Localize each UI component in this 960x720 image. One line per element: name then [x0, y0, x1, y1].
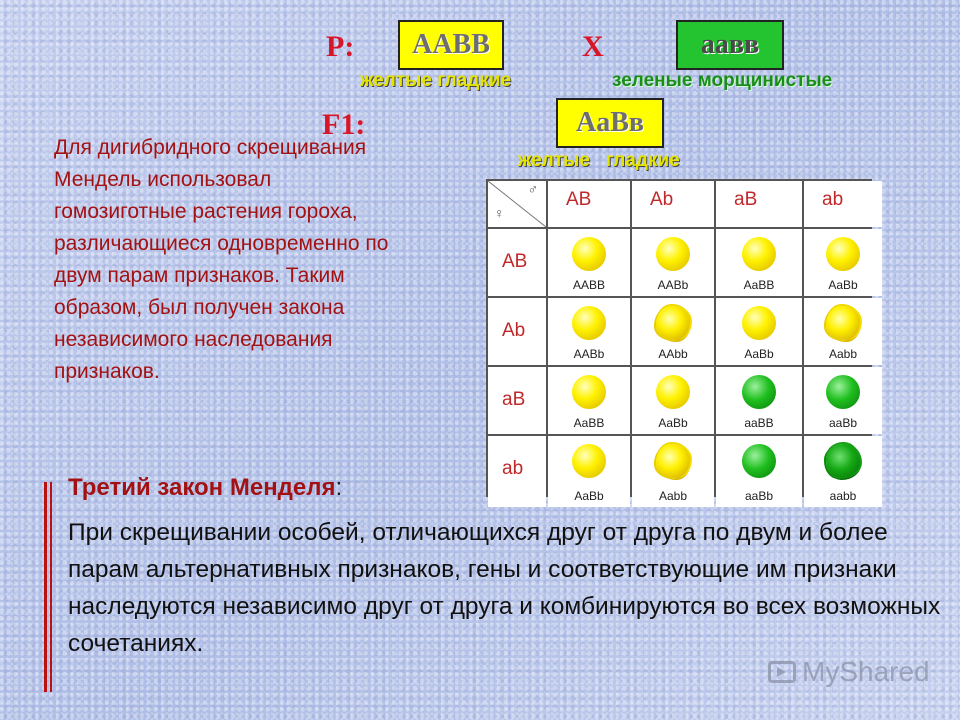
pea-yellow-wrinkled-icon	[826, 306, 860, 340]
cell-genotype: aaBb	[744, 489, 774, 503]
punnett-cell	[716, 298, 802, 365]
pea-yellow-wrinkled-icon	[656, 444, 690, 478]
law-accent-bar	[50, 482, 52, 692]
pea-yellow-round-icon	[572, 237, 606, 271]
p-generation-label: P:	[326, 30, 355, 63]
cell-genotype: AABb	[657, 278, 689, 292]
cell-genotype: AABB	[572, 278, 605, 292]
cell-genotype: AaBb	[574, 489, 604, 503]
cell-genotype: aaBB	[744, 416, 774, 430]
punnett-cell	[716, 367, 802, 434]
row-header: Ab	[488, 298, 546, 365]
punnett-cell	[548, 436, 630, 507]
row-header: AB	[488, 229, 546, 296]
cell-genotype: Aabb	[658, 489, 688, 503]
pea-yellow-round-icon	[572, 306, 606, 340]
row-header: aB	[488, 367, 546, 434]
f1-generation-label: F1:	[322, 108, 366, 141]
punnett-cell	[804, 298, 882, 365]
pea-yellow-round-icon	[572, 444, 606, 478]
punnett-cell	[632, 436, 714, 507]
cell-genotype: Aabb	[828, 347, 858, 361]
cross-symbol: X	[582, 30, 604, 63]
pea-yellow-round-icon	[656, 375, 690, 409]
punnett-cell	[548, 229, 630, 296]
cell-genotype: AABb	[573, 347, 605, 361]
col-header: aB	[716, 181, 802, 227]
punnett-corner	[488, 181, 546, 227]
pea-yellow-round-icon	[656, 237, 690, 271]
watermark	[768, 656, 930, 688]
pea-yellow-wrinkled-icon	[656, 306, 690, 340]
cell-genotype: aabb	[829, 489, 857, 503]
punnett-cell	[548, 367, 630, 434]
punnett-cell	[804, 367, 882, 434]
play-icon	[768, 661, 796, 683]
law-text: При скрещивании особей, отличающихся друг от друга по двум и более парам альтернативных признаков, гены и соответствующие им признаки наследуются независимо друг от друга и комбинируются во всех возможных сочетаниях.	[68, 519, 941, 657]
parent1-genotype-box	[398, 20, 504, 70]
punnett-cell	[632, 229, 714, 296]
parent1-phenotype: желтые гладкие	[360, 70, 512, 91]
pea-yellow-round-icon	[826, 237, 860, 271]
law-title	[68, 474, 342, 502]
punnett-cell	[716, 229, 802, 296]
male-symbol-icon: ♂	[527, 181, 538, 197]
f1-genotype-box	[556, 98, 664, 148]
col-header: AB	[548, 181, 630, 227]
intro-paragraph: Для дигибридного скрещивания Мендель использовал гомозиготные растения гороха, различающиеся одновременно по двум парам признаков. Таким образом, был получен закона независимого наследования признаков.	[54, 136, 389, 383]
female-symbol-icon: ♀	[494, 205, 505, 221]
parent1-genotype: AABB	[412, 29, 490, 60]
cell-genotype: AaBb	[744, 347, 774, 361]
cell-genotype: AaBB	[743, 278, 775, 292]
pea-yellow-round-icon	[742, 237, 776, 271]
pea-green-wrinkled-icon	[826, 444, 860, 478]
f1-genotype: AaBв	[575, 107, 645, 138]
punnett-cell	[716, 436, 802, 507]
punnett-cell	[632, 367, 714, 434]
parent2-genotype: aaвв	[700, 29, 760, 60]
law-accent-bar	[44, 482, 47, 692]
cell-genotype: AAbb	[658, 347, 688, 361]
f1-phenotype: желтые гладкие	[518, 150, 680, 171]
pea-yellow-round-icon	[742, 306, 776, 340]
parent2-phenotype: зеленые морщинистые	[612, 70, 833, 91]
punnett-cell	[804, 229, 882, 296]
col-header: Ab	[632, 181, 714, 227]
pea-green-round-icon	[742, 444, 776, 478]
punnett-square	[486, 179, 872, 503]
punnett-cell	[804, 436, 882, 507]
pea-green-round-icon	[826, 375, 860, 409]
parent2-genotype-box	[676, 20, 784, 70]
law-title-colon: :	[335, 474, 343, 501]
row-header: ab	[488, 436, 546, 507]
cell-genotype: AaBb	[658, 416, 688, 430]
col-header: ab	[804, 181, 882, 227]
watermark-text: MyShared	[802, 656, 930, 687]
pea-yellow-round-icon	[572, 375, 606, 409]
punnett-cell	[548, 298, 630, 365]
cell-genotype: AaBb	[828, 278, 858, 292]
pea-green-round-icon	[742, 375, 776, 409]
cell-genotype: AaBB	[573, 416, 605, 430]
law-title-text: Третий закон Менделя	[68, 474, 336, 501]
cell-genotype: aaBb	[828, 416, 858, 430]
punnett-cell	[632, 298, 714, 365]
